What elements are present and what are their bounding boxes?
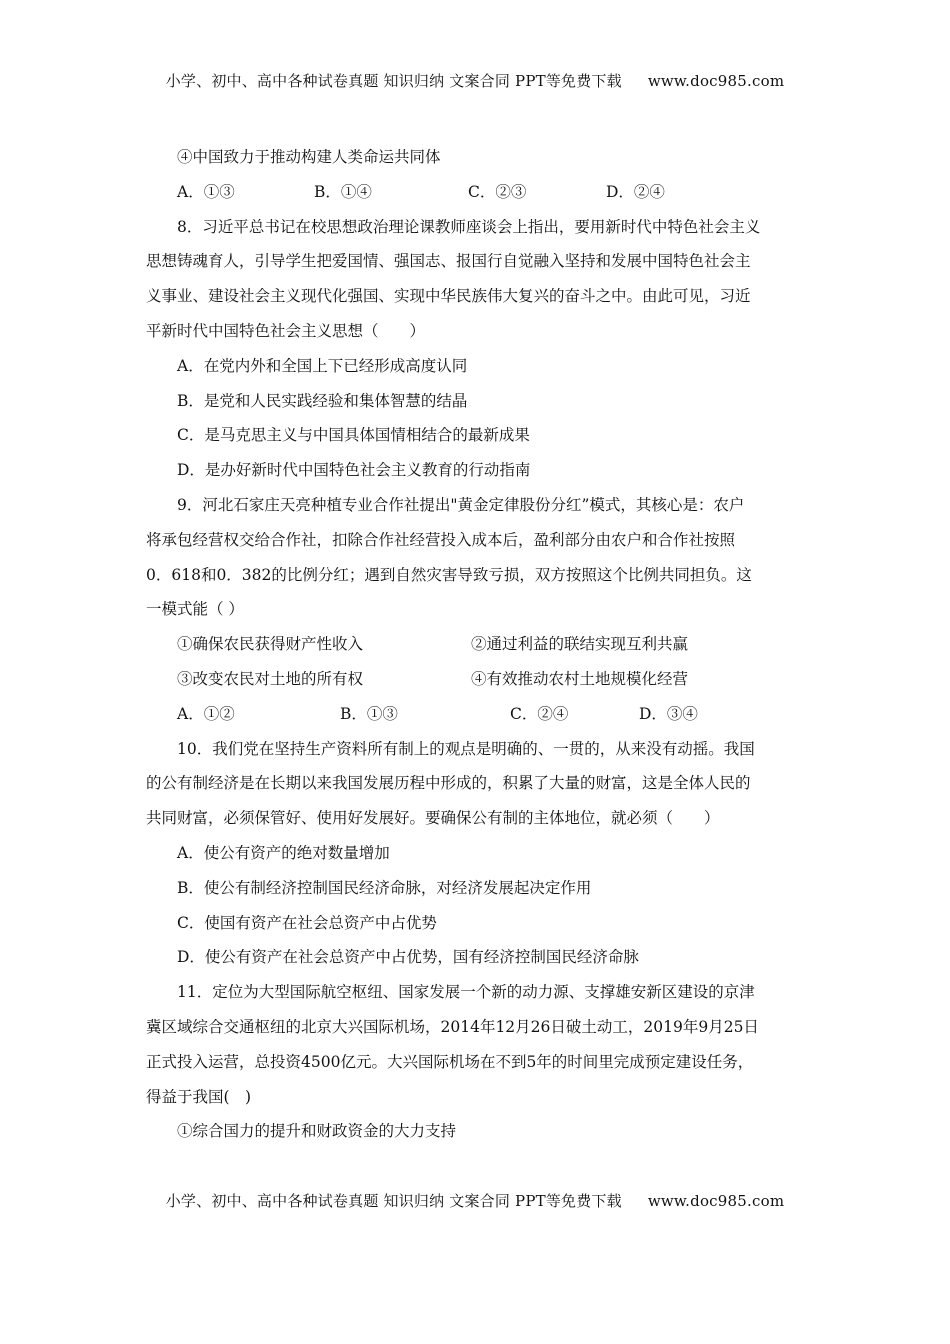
q9-item-3: ③改变农民对土地的所有权 — [177, 669, 364, 688]
q11-line: 冀区域综合交通枢纽的北京大兴国际机场，2014年12月26日破土动工，2019年9月25日 — [146, 1017, 759, 1036]
q11-line: 得益于我国( ) — [146, 1087, 252, 1106]
q8-line: 8．习近平总书记在校思想政治理论课教师座谈会上指出，要用新时代中特色社会主义 — [177, 217, 761, 236]
page-footer — [0, 1190, 950, 1211]
q7-item-4: ④中国致力于推动构建人类命运共同体 — [177, 148, 441, 166]
q11-line: 正式投入运营，总投资4500亿元。大兴国际机场在不到5年的时间里完成预定建设任务， — [146, 1052, 754, 1071]
q9-option-c[interactable]: C．②④ — [510, 704, 569, 723]
q8-option-a[interactable]: A．在党内外和全国上下已经形成高度认同 — [177, 356, 468, 375]
q10-line: 共同财富，必须保管好、使用好发展好。要确保公有制的主体地位，就必须（ ） — [146, 809, 720, 828]
header-url[interactable]: www.doc985.com — [647, 72, 785, 90]
footer-url[interactable]: www.doc985.com — [647, 1192, 785, 1210]
q8-line: 义事业、建设社会主义现代化强国、实现中华民族伟大复兴的奋斗之中。由此可见，习近 — [146, 287, 751, 306]
q8-line: 思想铸魂育人，引导学生把爱国情、强国志、报国行自觉融入坚持和发展中国特色社会主 — [146, 252, 751, 271]
q9-items-row-1 — [146, 627, 808, 662]
q9-option-b[interactable]: B．①③ — [340, 704, 398, 723]
q7-option-a[interactable]: A．①③ — [177, 182, 235, 201]
q10-line: 10．我们党在坚持生产资料所有制上的观点是明确的、一贯的，从来没有动摇。我国 — [177, 739, 755, 758]
q10-line: 的公有制经济是在长期以来我国发展历程中形成的，积累了大量的财富，这是全体人民的 — [146, 774, 751, 793]
q7-option-c[interactable]: C．②③ — [468, 182, 527, 201]
q10-option-b[interactable]: B．使公有制经济控制国民经济命脉，对经济发展起决定作用 — [177, 878, 592, 897]
page-header — [0, 70, 950, 91]
footer-text: 小学、初中、高中各种试卷真题 知识归纳 文案合同 PPT等免费下载 — [165, 1192, 622, 1210]
q9-item-4: ④有效推动农村土地规模化经营 — [471, 669, 689, 688]
q9-option-a[interactable]: A．①② — [177, 704, 235, 723]
q9-line: 将承包经营权交给合作社，扣除合作社经营投入成本后，盈利部分由农户和合作社按照 — [146, 530, 736, 549]
q10-option-c[interactable]: C．使国有资产在社会总资产中占优势 — [177, 913, 437, 932]
q8-option-c[interactable]: C．是马克思主义与中国具体国情相结合的最新成果 — [177, 426, 530, 445]
q9-items-row-2 — [146, 662, 808, 697]
q10-option-a[interactable]: A．使公有资产的绝对数量增加 — [177, 843, 390, 862]
q9-line: 9．河北石家庄天亮种植专业合作社提出"黄金定律股份分红”模式，其核心是：农户 — [177, 495, 745, 514]
q9-line: 0．618和0．382的比例分红；遇到自然灾害导致亏损，双方按照这个比例共同担负。这 — [146, 565, 752, 584]
q11-line: 11．定位为大型国际航空枢纽、国家发展一个新的动力源、支撑雄安新区建设的京津 — [177, 983, 755, 1002]
q9-item-1: ①确保农民获得财产性收入 — [177, 635, 364, 654]
q9-options — [146, 697, 808, 732]
q8-option-d[interactable]: D．是办好新时代中国特色社会主义教育的行动指南 — [177, 461, 531, 480]
q7-options — [146, 175, 808, 210]
q11-item-1: ①综合国力的提升和财政资金的大力支持 — [177, 1122, 457, 1141]
header-text: 小学、初中、高中各种试卷真题 知识归纳 文案合同 PPT等免费下载 — [165, 72, 622, 90]
q9-option-d[interactable]: D．③④ — [639, 704, 698, 723]
q7-option-d[interactable]: D．②④ — [606, 182, 665, 201]
q9-item-2: ②通过利益的联结实现互利共赢 — [471, 635, 689, 654]
exam-content — [146, 140, 808, 1149]
q7-option-b[interactable]: B．①④ — [314, 182, 372, 201]
q8-line: 平新时代中国特色社会主义思想（ ） — [146, 321, 426, 340]
q9-line: 一模式能（ ） — [146, 600, 244, 619]
q8-option-b[interactable]: B．是党和人民实践经验和集体智慧的结晶 — [177, 391, 468, 410]
q10-option-d[interactable]: D．使公有资产在社会总资产中占优势，国有经济控制国民经济命脉 — [177, 948, 639, 967]
q8-stem — [146, 210, 808, 349]
